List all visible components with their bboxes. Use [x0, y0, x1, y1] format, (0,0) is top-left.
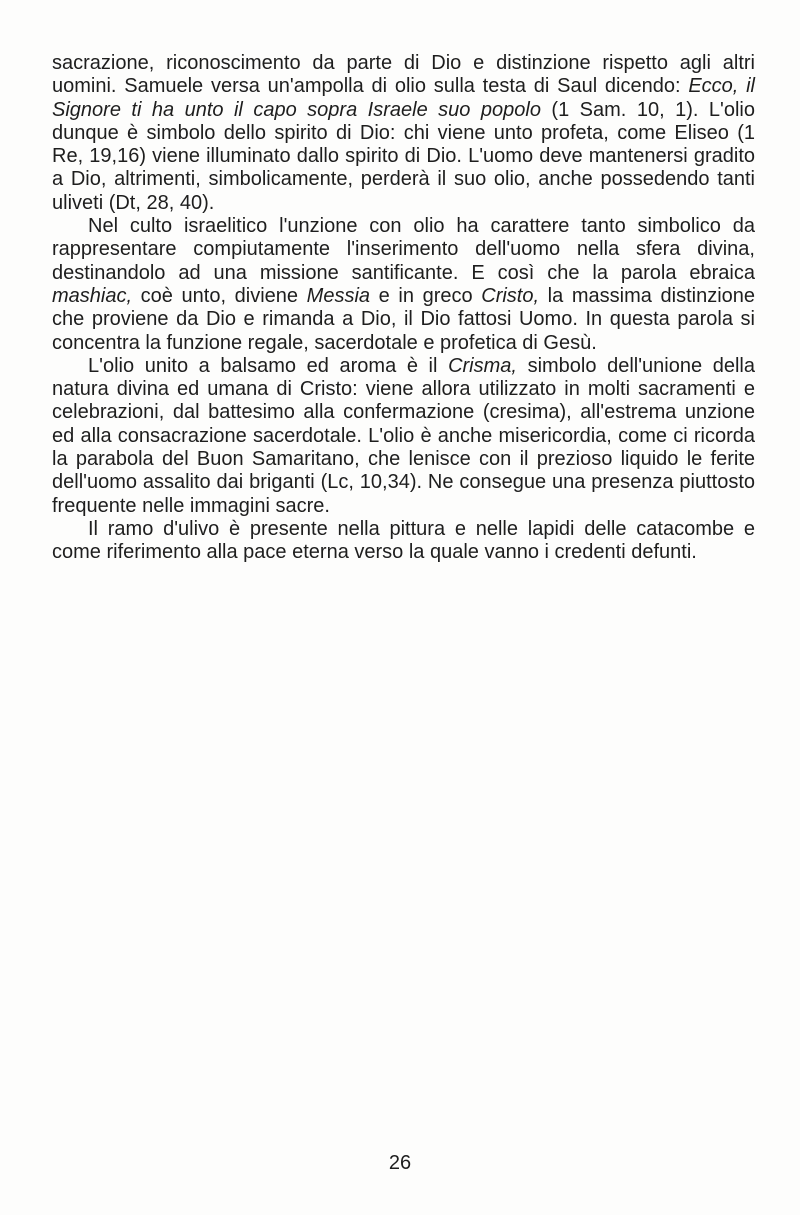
paragraph: [52, 518, 755, 565]
text-segment: sacrazione, riconoscimento da parte di Dio e distinzione rispetto agli altri uomini. Samuele versa un'ampolla di olio sulla testa di Saul dicendo:: [52, 52, 755, 98]
paragraph: [52, 355, 755, 518]
text-segment: e in greco: [370, 284, 482, 307]
paragraph: [52, 52, 755, 215]
italic-quote: Ecco, il Signore ti ha unto il capo sopra Israele suo popolo: [52, 75, 755, 121]
italic-term: Cristo,: [481, 284, 540, 307]
text-segment: la massima distinzione che proviene da Dio e rimanda a Dio, il Dio fattosi Uomo. In questa parola si concentra la funzione regale, sacerdotale e profetica di Gesù.: [52, 284, 756, 354]
body-text: [52, 52, 755, 565]
text-segment: (1 Sam. 10, 1). L'olio dunque è simbolo dello spirito di Dio: chi viene unto profeta, come Eliseo (1 Re, 19,16) viene illuminato dallo spirito di Dio. L'uomo deve mantenersi gradito a Dio, altrimenti, simbolicamente, perderà il suo olio, anche possedendo tanti uliveti (Dt, 28, 40).: [52, 98, 755, 214]
text-segment: L'olio unito a balsamo ed aroma è il: [88, 354, 449, 377]
text-segment: coè unto, diviene: [132, 284, 307, 307]
text-segment: simbolo dell'unione della natura divina ed umana di Cristo: viene allora utilizzato in molti sacramenti e celebrazioni, dal battesimo alla confermazione (cresima), all'estrema unzione ed alla consacrazione sacerdotale. L'olio è anche misericordia, come ci ricorda la parabola del Buon Samaritano, che lenisce con il prezioso liquido le ferite dell'uomo assalito dai briganti (Lc, 10,34). Ne consegue una presenza piuttosto frequente nelle immagini sacre.: [52, 354, 755, 517]
page-number: 26: [388, 1152, 412, 1174]
italic-term: Crisma,: [448, 354, 517, 377]
italic-term: mashiac,: [52, 284, 133, 307]
italic-term: Messia: [306, 284, 371, 307]
paragraph: [52, 215, 755, 355]
text-segment: Il ramo d'ulivo è presente nella pittura e nelle lapidi delle catacombe e come riferimento alla pace eterna verso la quale vanno i credenti defunti.: [52, 517, 755, 564]
text-segment: Nel culto israelitico l'unzione con olio ha carattere tanto simbolico da rappresentare compiutamente l'inserimento dell'uomo nella sfera divina, destinandolo ad una missione santificante. E così che la parola ebraica: [52, 215, 755, 284]
